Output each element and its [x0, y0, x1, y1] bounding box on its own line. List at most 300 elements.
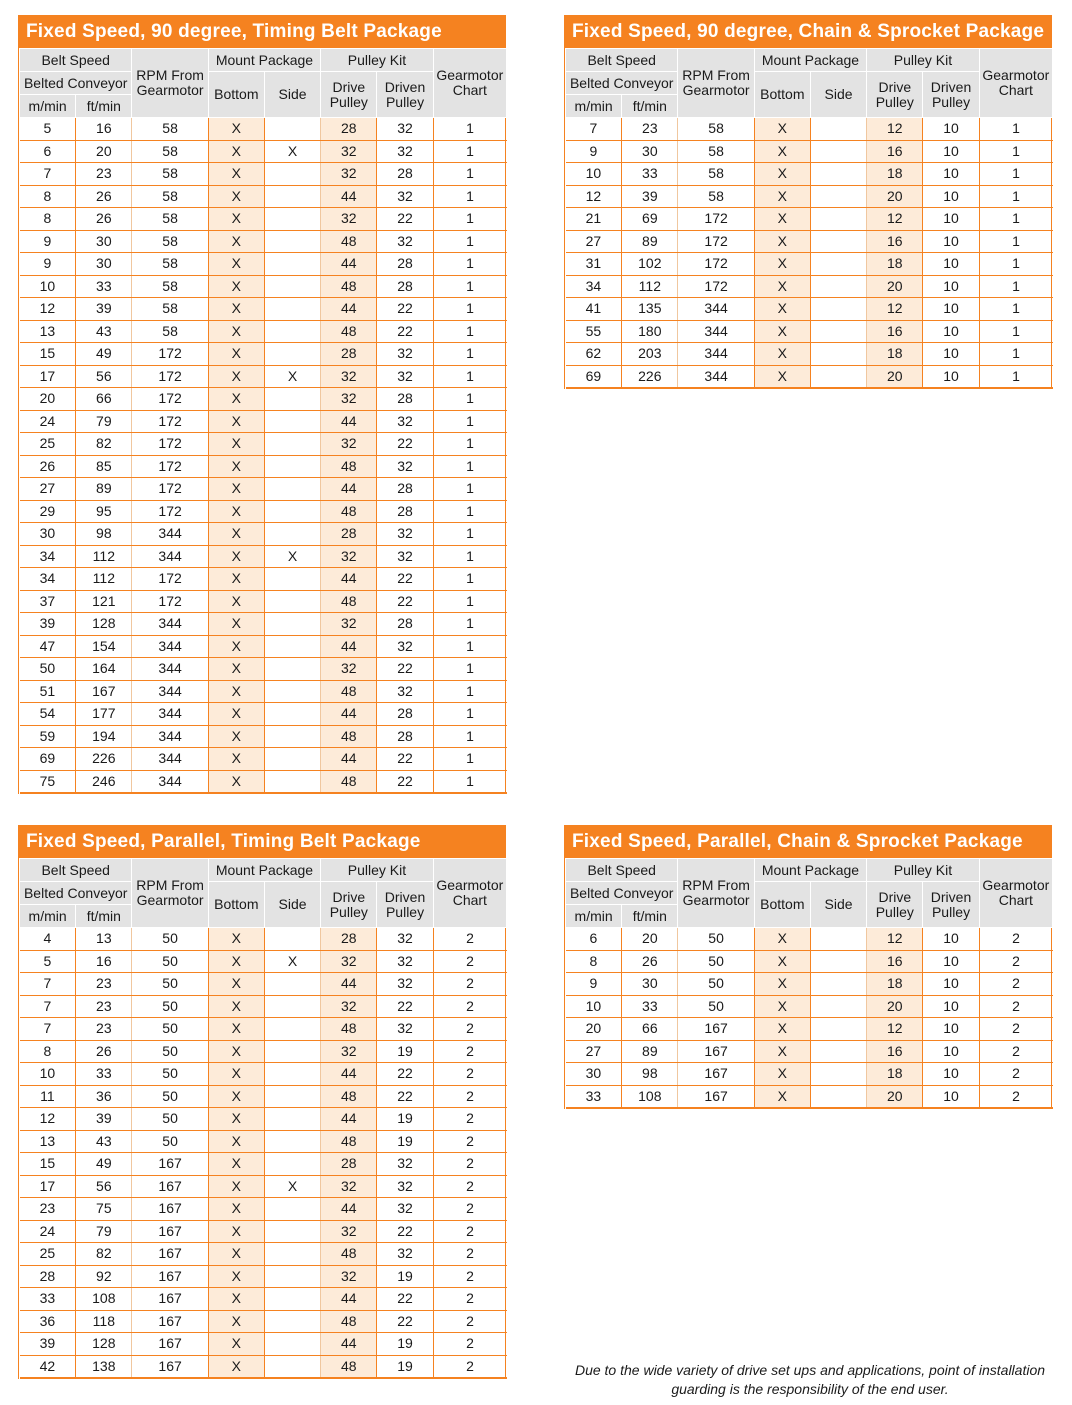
- table-cell: 32: [321, 433, 377, 456]
- table-cell: [810, 230, 866, 253]
- table-cell: 18: [867, 1063, 923, 1086]
- table-cell: [264, 478, 320, 501]
- table-title: Fixed Speed, Parallel, Timing Belt Package: [18, 825, 506, 858]
- table-cell: 34: [566, 275, 622, 298]
- table-cell: 128: [76, 1333, 132, 1356]
- table-cell: 2: [433, 1153, 506, 1176]
- table-cell: 6: [20, 140, 76, 163]
- table-row: [20, 455, 507, 478]
- header-belt-speed: Belt Speed: [20, 859, 132, 882]
- table-cell: 10: [923, 1040, 979, 1063]
- table-cell: 27: [566, 230, 622, 253]
- table-cell: 32: [321, 1040, 377, 1063]
- table-cell: X: [264, 545, 320, 568]
- table-cell: 121: [76, 590, 132, 613]
- table-cell: 2: [433, 1310, 506, 1333]
- data-table: [565, 858, 1053, 1109]
- table-cell: X: [208, 1153, 264, 1176]
- table-row: [20, 343, 507, 366]
- data-table: [565, 48, 1053, 389]
- table-cell: 5: [20, 118, 76, 141]
- table-cell: [264, 1288, 320, 1311]
- table-cell: 10: [20, 1063, 76, 1086]
- table-cell: X: [754, 298, 810, 321]
- table-cell: [264, 208, 320, 231]
- table-row: [566, 1085, 1053, 1108]
- table-cell: 50: [132, 1040, 208, 1063]
- table-cell: 58: [132, 253, 208, 276]
- table-row: [20, 185, 507, 208]
- table-cell: 32: [321, 545, 377, 568]
- table-row: [20, 140, 507, 163]
- table-cell: 180: [622, 320, 678, 343]
- table-cell: [264, 343, 320, 366]
- table-cell: 58: [132, 298, 208, 321]
- table-cell: X: [208, 275, 264, 298]
- table-cell: 75: [76, 1198, 132, 1221]
- header-mount-package: Mount Package: [208, 859, 320, 882]
- table-cell: 28: [377, 275, 433, 298]
- table-cell: 172: [132, 568, 208, 591]
- table-cell: 41: [566, 298, 622, 321]
- table-cell: 19: [377, 1108, 433, 1131]
- table-cell: 1: [433, 545, 506, 568]
- table-cell: 1: [433, 590, 506, 613]
- table-cell: 47: [20, 635, 76, 658]
- table-cell: 1: [433, 770, 506, 793]
- table-cell: 1: [979, 298, 1052, 321]
- table-cell: 1: [433, 163, 506, 186]
- table-cell: 32: [377, 1175, 433, 1198]
- header-drive-pulley: Drive Pulley: [321, 882, 377, 928]
- table-cell: X: [208, 725, 264, 748]
- table-cell: 20: [867, 1085, 923, 1108]
- table-cell: 10: [923, 275, 979, 298]
- table-cell: 12: [20, 1108, 76, 1131]
- table-row: [20, 725, 507, 748]
- table-cell: 10: [566, 163, 622, 186]
- table-cell: 22: [377, 590, 433, 613]
- table-cell: 26: [20, 455, 76, 478]
- table-row: [20, 1220, 507, 1243]
- header-rpm: RPM From Gearmotor: [132, 859, 208, 928]
- table-cell: 58: [678, 140, 754, 163]
- header-bottom: Bottom: [754, 72, 810, 118]
- table-cell: 48: [321, 590, 377, 613]
- table-cell: 12: [867, 1018, 923, 1041]
- table-cell: 32: [377, 680, 433, 703]
- header-ft-min: ft/min: [76, 95, 132, 118]
- table-cell: X: [754, 1040, 810, 1063]
- table-cell: [264, 1130, 320, 1153]
- table-row: [566, 365, 1053, 388]
- table-cell: 344: [132, 748, 208, 771]
- table-cell: [264, 995, 320, 1018]
- table-cell: 22: [377, 658, 433, 681]
- table-row: [20, 1085, 507, 1108]
- table-cell: 50: [678, 950, 754, 973]
- table-cell: [810, 1085, 866, 1108]
- table-cell: 66: [622, 1018, 678, 1041]
- table-cell: 1: [433, 410, 506, 433]
- table-cell: X: [208, 478, 264, 501]
- table-cell: 6: [566, 928, 622, 951]
- table-cell: X: [208, 1018, 264, 1041]
- table-cell: 28: [377, 388, 433, 411]
- table-cell: 172: [678, 253, 754, 276]
- table-cell: 26: [76, 208, 132, 231]
- table-cell: X: [208, 590, 264, 613]
- table-cell: 20: [867, 995, 923, 1018]
- table-cell: 177: [76, 703, 132, 726]
- table-cell: 1: [433, 365, 506, 388]
- table-cell: 39: [622, 185, 678, 208]
- header-driven-pulley: Driven Pulley: [377, 882, 433, 928]
- table-row: [20, 320, 507, 343]
- header-side: Side: [264, 882, 320, 928]
- table-cell: 23: [76, 163, 132, 186]
- table-cell: X: [208, 1265, 264, 1288]
- table-cell: 1: [433, 118, 506, 141]
- table-cell: 1: [979, 343, 1052, 366]
- table-cell: 28: [321, 118, 377, 141]
- data-table: [19, 48, 507, 794]
- table-cell: X: [208, 365, 264, 388]
- table-cell: 1: [433, 343, 506, 366]
- table-cell: 1: [433, 703, 506, 726]
- table-cell: 32: [321, 995, 377, 1018]
- table-cell: 167: [132, 1288, 208, 1311]
- table-cell: 112: [622, 275, 678, 298]
- table-cell: 12: [867, 118, 923, 141]
- table-cell: [810, 365, 866, 388]
- header-belt-speed: Belt Speed: [566, 49, 678, 72]
- table-cell: 19: [377, 1040, 433, 1063]
- table-row: [566, 275, 1053, 298]
- table-row: [566, 973, 1053, 996]
- table-cell: 28: [20, 1265, 76, 1288]
- table-cell: 10: [923, 118, 979, 141]
- table-cell: 1: [433, 478, 506, 501]
- table-cell: 28: [377, 725, 433, 748]
- table-cell: 85: [76, 455, 132, 478]
- table-cell: 2: [433, 1063, 506, 1086]
- table-cell: 1: [433, 275, 506, 298]
- table-cell: 26: [76, 185, 132, 208]
- header-rpm: RPM From Gearmotor: [678, 859, 754, 928]
- table-cell: 9: [20, 230, 76, 253]
- table-cell: 22: [377, 568, 433, 591]
- table-cell: 172: [132, 478, 208, 501]
- table-cell: 1: [433, 140, 506, 163]
- table-cell: [264, 1018, 320, 1041]
- table-cell: 48: [321, 1310, 377, 1333]
- table-cell: 1: [979, 253, 1052, 276]
- table-cell: 48: [321, 1243, 377, 1266]
- table-row: [566, 298, 1053, 321]
- table-row: [20, 1018, 507, 1041]
- table-cell: 32: [377, 928, 433, 951]
- table-cell: 10: [923, 1018, 979, 1041]
- table-cell: 44: [321, 635, 377, 658]
- table-cell: 89: [622, 1040, 678, 1063]
- table-cell: [810, 1063, 866, 1086]
- table-cell: 28: [321, 523, 377, 546]
- table-cell: [810, 973, 866, 996]
- table-cell: 26: [76, 1040, 132, 1063]
- table-row: [566, 163, 1053, 186]
- table-cell: 32: [377, 455, 433, 478]
- table-cell: 108: [622, 1085, 678, 1108]
- table-cell: X: [208, 950, 264, 973]
- table-cell: 135: [622, 298, 678, 321]
- table-cell: 167: [132, 1175, 208, 1198]
- table-cell: [264, 1085, 320, 1108]
- table-cell: 33: [566, 1085, 622, 1108]
- table-cell: 32: [321, 208, 377, 231]
- table-cell: 28: [321, 343, 377, 366]
- table-row: [20, 523, 507, 546]
- table-row: [20, 1333, 507, 1356]
- table-row: [20, 208, 507, 231]
- table-cell: 167: [678, 1040, 754, 1063]
- table-row: [20, 995, 507, 1018]
- table-cell: X: [208, 1310, 264, 1333]
- table-cell: 10: [923, 343, 979, 366]
- table-cell: 48: [321, 1085, 377, 1108]
- table-row: [566, 1063, 1053, 1086]
- table-cell: 2: [433, 1265, 506, 1288]
- table-cell: 58: [678, 185, 754, 208]
- table-cell: 48: [321, 680, 377, 703]
- header-drive-pulley: Drive Pulley: [321, 72, 377, 118]
- table-cell: 32: [377, 1018, 433, 1041]
- header-mount-package: Mount Package: [754, 859, 866, 882]
- table-cell: 34: [20, 545, 76, 568]
- table-cell: 172: [132, 365, 208, 388]
- table-cell: 2: [433, 995, 506, 1018]
- table-cell: X: [754, 343, 810, 366]
- table-cell: 2: [433, 1288, 506, 1311]
- table-cell: 167: [678, 1085, 754, 1108]
- table-cell: X: [754, 230, 810, 253]
- table-cell: X: [208, 1063, 264, 1086]
- table-cell: 32: [377, 343, 433, 366]
- table-cell: [264, 1220, 320, 1243]
- table-cell: [264, 725, 320, 748]
- table-row: [566, 928, 1053, 951]
- table-cell: 2: [433, 1333, 506, 1356]
- table-cell: 43: [76, 320, 132, 343]
- table-cell: 1: [433, 748, 506, 771]
- table-cell: [264, 1153, 320, 1176]
- table-cell: 2: [979, 1018, 1052, 1041]
- table-cell: X: [208, 208, 264, 231]
- table-row: [20, 1130, 507, 1153]
- table-cell: [264, 298, 320, 321]
- table-cell: 19: [377, 1130, 433, 1153]
- table-cell: 19: [377, 1333, 433, 1356]
- table-cell: 48: [321, 230, 377, 253]
- table-cell: 1: [433, 320, 506, 343]
- table-cell: 138: [76, 1355, 132, 1378]
- table-cell: 24: [20, 410, 76, 433]
- table-cell: 48: [321, 1130, 377, 1153]
- table-cell: 344: [132, 680, 208, 703]
- table-cell: [264, 770, 320, 793]
- table-cell: X: [208, 770, 264, 793]
- table-cell: 344: [678, 343, 754, 366]
- table-cell: 23: [76, 973, 132, 996]
- table-cell: 16: [867, 1040, 923, 1063]
- table-cell: 1: [433, 725, 506, 748]
- table-cell: X: [208, 973, 264, 996]
- table-cell: 1: [433, 500, 506, 523]
- table-cell: 167: [132, 1220, 208, 1243]
- table-cell: 22: [377, 433, 433, 456]
- table-cell: 2: [979, 950, 1052, 973]
- table-cell: 98: [622, 1063, 678, 1086]
- header-rpm: RPM From Gearmotor: [132, 49, 208, 118]
- table-cell: 1: [433, 568, 506, 591]
- table-cell: 1: [433, 455, 506, 478]
- table-cell: 44: [321, 1198, 377, 1221]
- table-cell: 20: [20, 388, 76, 411]
- header-m-min: m/min: [566, 95, 622, 118]
- table-cell: 10: [923, 253, 979, 276]
- table-cell: 21: [566, 208, 622, 231]
- table-cell: 30: [622, 973, 678, 996]
- header-ft-min: ft/min: [622, 905, 678, 928]
- table-cell: 69: [20, 748, 76, 771]
- table-row: [20, 275, 507, 298]
- table-cell: 22: [377, 320, 433, 343]
- table-cell: [264, 680, 320, 703]
- table-row: [566, 343, 1053, 366]
- table-cell: 23: [622, 118, 678, 141]
- table-cell: 32: [377, 1198, 433, 1221]
- table-cell: 39: [76, 298, 132, 321]
- table-cell: 42: [20, 1355, 76, 1378]
- table-cell: [264, 568, 320, 591]
- table-panel-parallel-chain-sprocket: [564, 825, 1052, 1109]
- table-cell: 37: [20, 590, 76, 613]
- table-cell: 49: [76, 343, 132, 366]
- table-cell: [810, 1040, 866, 1063]
- table-row: [20, 163, 507, 186]
- table-cell: 172: [132, 388, 208, 411]
- header-belted-conveyor: Belted Conveyor: [20, 72, 132, 95]
- table-row: [566, 140, 1053, 163]
- table-row: [20, 1288, 507, 1311]
- table-cell: 79: [76, 1220, 132, 1243]
- table-cell: X: [754, 995, 810, 1018]
- table-cell: 10: [923, 163, 979, 186]
- table-cell: 33: [20, 1288, 76, 1311]
- table-cell: 32: [321, 658, 377, 681]
- table-cell: 32: [377, 950, 433, 973]
- table-cell: 36: [20, 1310, 76, 1333]
- table-cell: 2: [433, 1175, 506, 1198]
- table-cell: [810, 343, 866, 366]
- table-cell: [264, 635, 320, 658]
- table-row: [566, 208, 1053, 231]
- table-cell: X: [208, 298, 264, 321]
- table-cell: [264, 748, 320, 771]
- table-cell: 32: [377, 230, 433, 253]
- table-cell: X: [754, 163, 810, 186]
- table-row: [20, 1310, 507, 1333]
- table-cell: X: [208, 230, 264, 253]
- table-cell: 7: [20, 973, 76, 996]
- table-cell: 172: [678, 230, 754, 253]
- table-cell: 7: [20, 995, 76, 1018]
- table-cell: [264, 185, 320, 208]
- table-cell: 44: [321, 185, 377, 208]
- table-cell: 9: [566, 140, 622, 163]
- table-cell: 22: [377, 208, 433, 231]
- table-row: [566, 253, 1053, 276]
- table-cell: 44: [321, 973, 377, 996]
- table-cell: 75: [20, 770, 76, 793]
- table-cell: 128: [76, 613, 132, 636]
- table-cell: 167: [132, 1355, 208, 1378]
- table-cell: 154: [76, 635, 132, 658]
- table-cell: [264, 410, 320, 433]
- header-belted-conveyor: Belted Conveyor: [566, 72, 678, 95]
- table-cell: 50: [132, 1130, 208, 1153]
- table-cell: 25: [20, 433, 76, 456]
- table-cell: 1: [979, 365, 1052, 388]
- table-row: [20, 545, 507, 568]
- table-cell: 48: [321, 1018, 377, 1041]
- table-cell: 22: [377, 748, 433, 771]
- table-cell: X: [208, 1040, 264, 1063]
- table-panel-90deg-timing-belt: [18, 15, 506, 794]
- table-cell: 48: [321, 455, 377, 478]
- table-cell: 10: [20, 275, 76, 298]
- table-panel-parallel-timing-belt: [18, 825, 506, 1379]
- table-cell: 19: [377, 1265, 433, 1288]
- table-cell: X: [208, 185, 264, 208]
- table-cell: X: [208, 523, 264, 546]
- table-cell: 164: [76, 658, 132, 681]
- table-cell: 22: [377, 770, 433, 793]
- table-cell: X: [208, 703, 264, 726]
- table-title: Fixed Speed, Parallel, Chain & Sprocket Package: [564, 825, 1052, 858]
- table-cell: 172: [132, 433, 208, 456]
- table-cell: X: [208, 995, 264, 1018]
- table-cell: 1: [433, 613, 506, 636]
- table-cell: 344: [132, 523, 208, 546]
- table-cell: 1: [433, 230, 506, 253]
- table-cell: 20: [566, 1018, 622, 1041]
- table-cell: 16: [867, 230, 923, 253]
- table-cell: 32: [321, 140, 377, 163]
- table-cell: 44: [321, 748, 377, 771]
- table-cell: X: [208, 410, 264, 433]
- table-cell: 167: [132, 1198, 208, 1221]
- table-cell: 34: [20, 568, 76, 591]
- table-row: [20, 388, 507, 411]
- table-cell: 32: [321, 1175, 377, 1198]
- table-row: [20, 1063, 507, 1086]
- table-cell: 50: [132, 995, 208, 1018]
- table-cell: 1: [433, 680, 506, 703]
- table-cell: [264, 320, 320, 343]
- table-cell: 167: [678, 1018, 754, 1041]
- table-cell: 1: [979, 320, 1052, 343]
